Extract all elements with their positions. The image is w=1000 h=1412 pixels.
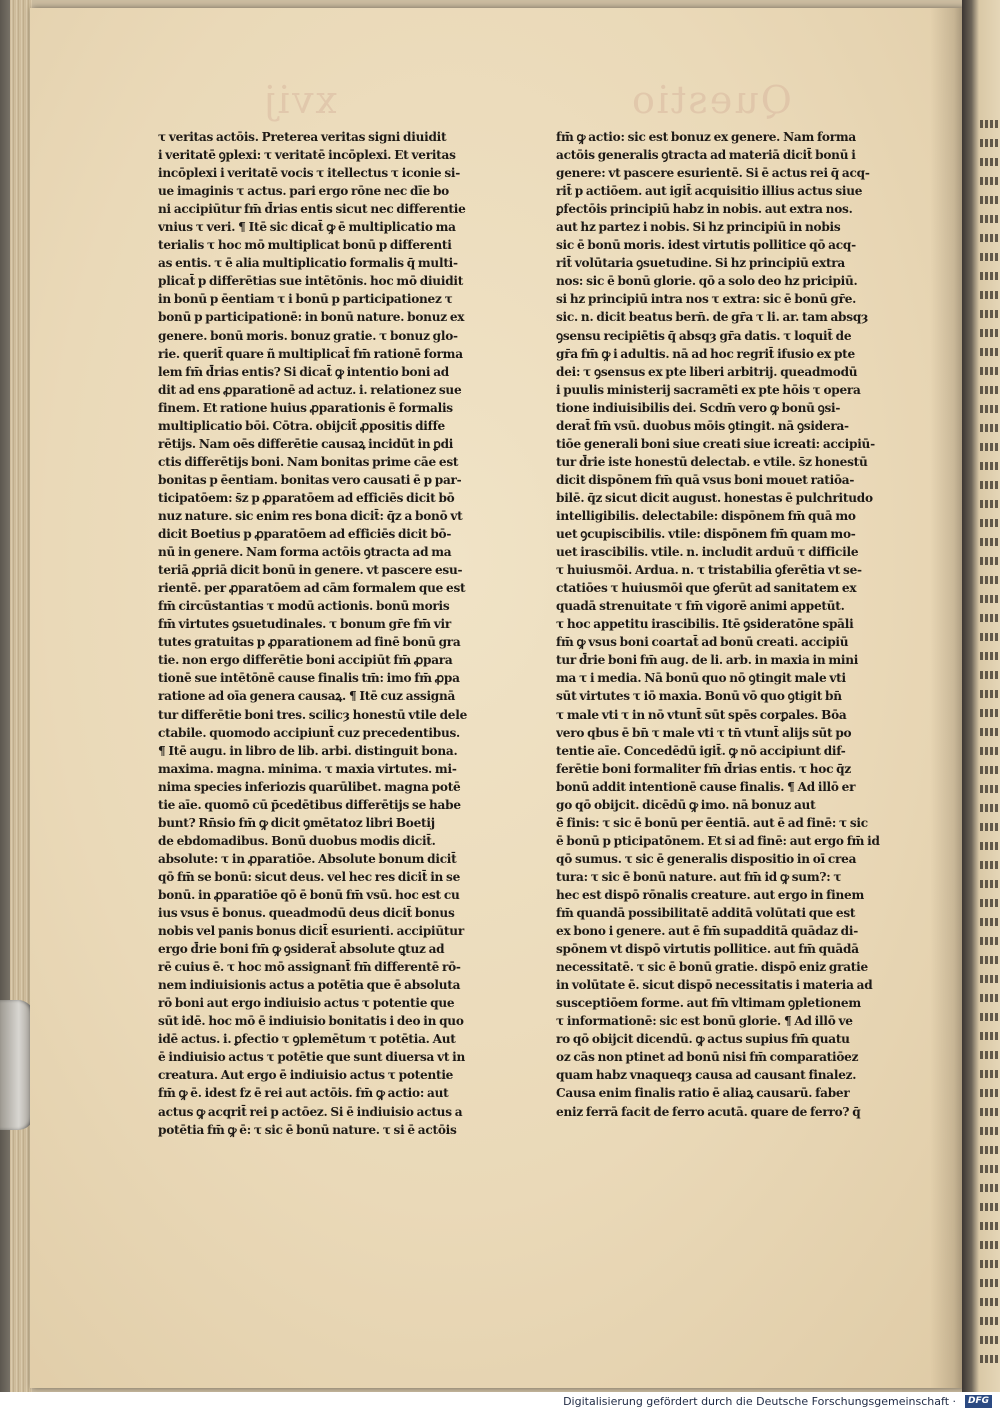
facing-page-text-fragment: [980, 747, 1000, 755]
text-line: potētia fm̄ ꝙ ē: τ sic ē bonū nature. τ si ē actōis: [158, 1122, 457, 1137]
bleed-through-folio: xvij: [262, 78, 337, 122]
facing-page-text-fragment: [980, 120, 1000, 128]
text-line: ē indiuisio actus τ potētie que sunt diuersa vt in: [158, 1050, 466, 1065]
text-line: ius vsus ē bonus. queadmodū deus dicit̄ bonus: [158, 906, 455, 921]
facing-page-text-fragment: [980, 234, 1000, 242]
text-line: in volūtate ē. sicut dispō necessitatis i materia ad: [556, 978, 873, 993]
text-line: bonitas p ēentiam. bonitas vero causati ē p par-: [158, 472, 462, 487]
facing-page-text-fragment: [980, 1051, 1000, 1059]
text-line: i puulis ministerij sacramēti ex pte hōis τ opera: [556, 382, 861, 397]
text-line: qō fm̄ se bonū: sicut deus. vel hec res dicit̄ in se: [158, 869, 461, 884]
text-line: terialis τ hoc mō multiplicat bonū p differenti: [158, 238, 452, 253]
text-line: hec est dispō rōnalis creature. aut ergo in finem: [556, 887, 865, 902]
facing-page-text-fragment: [980, 196, 1000, 204]
text-line: dicit dispōnem fm̄ quā vsus boni mouet ratiōa-: [556, 472, 855, 487]
text-line: qō sumus. τ sic ē generalis dispositio in oī crea: [556, 851, 857, 866]
dfg-logo: DFG: [965, 1395, 992, 1408]
text-line: teriā ꝓpriā dicit bonū in genere. vt pascere esu-: [158, 563, 463, 578]
facing-page-text-fragment: [980, 937, 1000, 945]
text-line: rit̄ volūtaria ꝯsuetudine. Si hz principiū extra: [556, 256, 845, 271]
text-line: creatura. Aut ergo ē indiuisio actus τ potentie: [158, 1068, 454, 1083]
text-line: fm̄ virtutes ꝯsuetudinales. τ bonum gr̄e fm̄ vir: [158, 617, 451, 632]
bleed-through-heading: Questio: [630, 78, 792, 122]
text-line: ferētie boni formaliter fm̄ d̄rias entis. τ hoc q̄z: [556, 761, 851, 776]
text-line: de ebdomadibus. Bonū duobus modis dicit̄.: [158, 833, 436, 848]
text-line: quam habz vnaqueqȝ causa ad causant finalez.: [556, 1068, 857, 1083]
text-column-left: [158, 128, 540, 1139]
text-line: rientē. per ꝓparatōem ad cām formalem que est: [158, 581, 466, 596]
facing-page-text-fragment: [980, 823, 1000, 831]
text-line: rō boni aut ergo indiuisio actus τ potentie que: [158, 996, 455, 1011]
text-line: in bonū p ēentiam τ i bonū p participationez τ: [158, 292, 453, 307]
text-line: tutes gratuitas p ꝓparationem ad finē bonū gra: [158, 635, 461, 650]
text-line: tie. non ergo differētie boni accipiūt fm̄ ꝓpara: [158, 653, 453, 668]
facing-page-text-fragment: [980, 557, 1000, 565]
footer-credit: Digitalisierung gefördert durch die Deutsche Forschungsgemeinschaft ·: [563, 1395, 956, 1408]
text-line: finem. Et ratione huius ꝓparationis ē formalis: [158, 400, 453, 415]
text-line: bunt? Rn̄sio fm̄ ꝙ dicit ꝯmētatoz libri Boetij: [158, 815, 435, 830]
page-edge: [10, 0, 32, 1392]
facing-page-text-fragment: [980, 804, 1000, 812]
facing-page-text-fragment: [980, 918, 1000, 926]
facing-page-text-fragment: [980, 462, 1000, 470]
text-line: lem fm̄ d̄rias entis? Si dicat̄ ꝙ intentio boni ad: [158, 364, 450, 379]
facing-page-text-fragment: [980, 633, 1000, 641]
text-line: ro qō obijcit dicendū. ꝙ actus supius fm̄ quatu: [556, 1032, 850, 1047]
text-line: sūt virtutes τ iō maxia. Bonū vō quo ꝯtigit bn̄: [556, 689, 842, 704]
facing-page-text-fragment: [980, 443, 1000, 451]
text-line: rit̄ p actiōem. aut igit̄ acquisitio illius actus siue: [556, 184, 863, 199]
facing-page-text-fragment: [980, 1184, 1000, 1192]
text-line: ue imaginis τ actus. pari ergo rōne nec dīe bo: [158, 184, 449, 199]
text-line: multiplicatio bōi. Cōtra. obijcit̄ ꝓpositis diffe: [158, 418, 445, 433]
text-line: tur d̄rie boni fm̄ aug. de li. arb. in maxia in mini: [556, 653, 859, 668]
text-line: ctatiōes τ huiusmōi que ꝯferūt ad sanitatem ex: [556, 581, 857, 596]
text-line: spōnem vt dispō virtutis pollitice. aut fm̄ quādā: [556, 942, 859, 957]
text-line: tur d̄rie iste honestū delectab. e vtile. s̄z honestū: [556, 454, 868, 469]
text-line: ergo d̄rie boni fm̄ ꝙ ꝯsiderat̄ absolute ꝗtuz ad: [158, 942, 445, 957]
text-line: as entis. τ ē alia multiplicatio formalis q̄ multi-: [158, 256, 458, 271]
text-line: τ huiusmōi. Ardua. n. τ tristabilia ꝯferētia vt se-: [556, 563, 862, 578]
text-line: fm̄ ꝙ ē. idest fz ē rei aut actōis. fm̄ ꝙ actio: aut: [158, 1086, 449, 1101]
text-line: genere: vt pascere esurientē. Si ē actus rei q̄ acq-: [556, 166, 870, 181]
facing-page-text-fragment: [980, 956, 1000, 964]
text-line: incōplexi i veritatē vocis τ itellectus τ iconie si-: [158, 166, 461, 181]
facing-page-text-fragment: [980, 1108, 1000, 1116]
text-line: aut hz partez i nobis. Si hz principiū in nobis: [556, 220, 841, 235]
text-line: dicit Boetius p ꝓparatōem ad efficiēs dicit bō-: [158, 527, 452, 542]
text-line: nem indiuisionis actus a potētia que ē absoluta: [158, 978, 461, 993]
text-line: necessitatē. τ sic ē bonū gratie. dispō eniz gratie: [556, 960, 868, 975]
text-line: ē̄ finis: τ sic ē bonū per ēentiā. aut ē ad finē: τ sic: [556, 815, 868, 830]
facing-page-text-fragment: [980, 329, 1000, 337]
text-line: ¶ Itē augu. in libro de lib. arbi. distinguit bona.: [158, 743, 458, 758]
facing-page-text-fragment: [980, 1279, 1000, 1287]
text-line: nū in genere. Nam forma actōis ꝯtracta ad ma: [158, 545, 452, 560]
text-line: dit ad ens ꝓparationē ad actuz. i. relationez sue: [158, 382, 462, 397]
facing-page-text-fragment: [980, 1336, 1000, 1344]
facing-page-text-fragment: [980, 310, 1000, 318]
text-line: tentie aīe. Concedēdū igit̄. ꝙ nō accipiunt dif-: [556, 743, 846, 758]
facing-page-text-fragment: [980, 861, 1000, 869]
text-line: fm̄ quandā possibilitatē additā volūtati que est: [556, 906, 856, 921]
text-line: ctabile. quomodo accipiunt̄ cuz precedentibus.: [158, 725, 461, 740]
text-line: i veritatē ꝯplexi: τ veritatē incōplexi. Et veritas: [158, 148, 456, 163]
facing-page-text-fragment: [980, 1222, 1000, 1230]
text-line: maxima. magna. minima. τ maxia virtutes. mi-: [158, 761, 457, 776]
text-line: nima species inferiozis quarūlibet. magna potē: [158, 779, 461, 794]
text-line: bilē. q̄z sicut dicit august. honestas ē pulchritudo: [556, 490, 873, 505]
text-line: tione indiuisibilis dei. Scdm̄ vero ꝙ bonū ꝯsi-: [556, 400, 841, 415]
facing-page-text-fragment: [980, 842, 1000, 850]
text-line: ē bonū p pticipatōnem. Et si ad finē: aut ergo fm̄ id: [556, 833, 880, 848]
facing-page-text-fragment: [980, 500, 1000, 508]
text-line: tiōe generali boni siue creati siue icreati: accipiū-: [556, 436, 875, 451]
facing-page-text-fragment: [980, 1241, 1000, 1249]
text-line: actōis generalis ꝯtracta ad materiā dicit̄ bonū i: [556, 148, 856, 163]
facing-page-text-fragment: [980, 272, 1000, 280]
facing-page-text-fragment: [980, 899, 1000, 907]
facing-page-text-fragment: [980, 975, 1000, 983]
text-line: Causa enim finalis ratio ē aliaꝝ causarū. faber: [556, 1086, 850, 1101]
facing-page-text-fragment: [980, 139, 1000, 147]
facing-page-text-fragment: [980, 671, 1000, 679]
facing-page-text-fragment: [980, 1203, 1000, 1211]
text-line: si hz principiū intra nos τ extra: sic ē bonū gr̄e.: [556, 292, 857, 307]
text-line: rētijs. Nam oēs differētie causaꝝ incidūt in ꝑdi: [158, 436, 454, 451]
facing-page-text-fragment: [980, 538, 1000, 546]
facing-page-text-fragment: [980, 519, 1000, 527]
text-line: actus ꝙ acqrit̄ rei p actōez. Si ē indiuisio actus a: [158, 1104, 463, 1119]
facing-page-text-fragment: [980, 1013, 1000, 1021]
facing-page: [962, 0, 1000, 1392]
text-column-right: [556, 128, 912, 1121]
text-line: τ informationē: sic est bonū glorie. ¶ Ad illō ve: [556, 1014, 853, 1029]
text-line: nos: sic ē bonū glorie. qō a solo deo hz pricipiū.: [556, 274, 858, 289]
facing-page-text-fragment: [980, 1070, 1000, 1078]
text-line: τ veritas actōis. Preterea veritas signi diuidit: [158, 130, 447, 144]
text-line: rie. querit̄ quare ñ multiplicat̄ fm̄ rationē forma: [158, 346, 463, 361]
text-line: τ male vti τ in nō vtunt̄ sūt spēs corꝑales. Bōa: [556, 707, 847, 722]
facing-page-text-fragment: [980, 880, 1000, 888]
facing-page-text-fragment: [980, 367, 1000, 375]
text-line: fm̄ ꝙ vsus boni coartat̄ ad bonū creati. accipiū: [556, 635, 849, 650]
text-line: tie aīe. quomō cū p̄cedētibus differētijs se habe: [158, 797, 461, 812]
text-line: derat̄ fm̄ vsū. duobus mōis ꝯtingit. nā ꝯsidera-: [556, 418, 849, 433]
text-line: ma τ i media. Nā bonū quo nō ꝯtingit male vti: [556, 671, 846, 686]
text-line: τ hoc appetitu irascibilis. Itē ꝯsideratōne spāli: [556, 617, 854, 632]
text-line: genere. bonū moris. bonuz gratie. τ bonuz glo-: [158, 328, 458, 343]
facing-page-text-fragment: [980, 348, 1000, 356]
text-line: intelligibilis. delectabile: dispōnem fm̄ quā mo: [556, 508, 856, 523]
text-line: rē cuius ē. τ hoc mō assignant̄ fm̄ differentē rō-: [158, 960, 461, 975]
text-line: oz cās non ptinet ad bonū nisi fm̄ comparatiōez: [556, 1050, 859, 1065]
text-line: uet irascibilis. vtile. n. includit arduū τ difficile: [556, 545, 859, 560]
facing-page-text-fragment: [980, 728, 1000, 736]
facing-page-text-fragment: [980, 766, 1000, 774]
facing-page-text-fragment: [980, 1355, 1000, 1363]
text-line: ctis differētijs boni. Nam bonitas prime cāe est: [158, 454, 459, 469]
text-line: go qō obijcit. dicēdū ꝙ imo. nā bonuz aut: [556, 797, 816, 812]
text-line: vnius τ veri. ¶ Itē sic dicat̄ ꝙ ē multiplicatio ma: [158, 220, 456, 235]
facing-page-text-fragment: [980, 785, 1000, 793]
facing-page-text-fragment: [980, 1127, 1000, 1135]
facing-page-text-fragment: [980, 1032, 1000, 1040]
text-line: vero qbus ē bn̄ τ male vti τ tn̄ vtunt̄ alijs sūt po: [556, 725, 852, 740]
text-line: susceptiōem forme. aut fm̄ vltimam ꝯpletionem: [556, 996, 861, 1011]
text-line: tura: τ sic ē bonū nature. aut fm̄ id ꝙ sum?: τ: [556, 869, 842, 884]
text-line: uet ꝯcupiscibilis. vtile: dispōnem fm̄ quam mo-: [556, 527, 856, 542]
facing-page-text-fragment: [980, 1298, 1000, 1306]
text-line: absolute: τ in ꝓparatiōe. Absolute bonum dicit̄: [158, 851, 457, 866]
text-line: sic. n. dicit beatus bern̄. de gr̄a τ li. ar. tam absqȝ: [556, 310, 869, 325]
facing-page-text-fragment: [980, 1165, 1000, 1173]
text-line: ex bono i genere. aut ē fm̄ supadditā quādaz di-: [556, 924, 858, 939]
text-line: sūt idē. hoc mō ē indiuisio bonitatis i deo in quo: [158, 1014, 464, 1029]
facing-page-text-fragment: [980, 158, 1000, 166]
facing-page-text-fragment: [980, 405, 1000, 413]
text-line: fm̄ ꝙ actio: sic est bonuz ex genere. Nam forma: [556, 130, 856, 144]
facing-page-text-fragment: [980, 481, 1000, 489]
facing-page-text-fragment: [980, 652, 1000, 660]
text-line: quadā strenuitate τ fm̄ vigorē animi appetūt.: [556, 599, 845, 614]
text-line: tur differētie boni tres. scilicȝ honestū vtile dele: [158, 707, 468, 722]
facing-page-text-fragment: [980, 424, 1000, 432]
text-line: ꝑfectōis principiū habz in nobis. aut extra nos.: [556, 202, 853, 217]
text-line: bonū addit intentionē cause finalis. ¶ Ad illō er: [556, 779, 856, 794]
text-line: tionē sue intētōnē cause finalis tm̄: imo fm̄ ꝓpa: [158, 671, 460, 686]
facing-page-text-fragment: [980, 690, 1000, 698]
text-line: sic ē bonū moris. idest virtutis pollitice qō acq-: [556, 238, 856, 253]
facing-page-text-fragment: [980, 595, 1000, 603]
facing-page-text-fragment: [980, 386, 1000, 394]
facing-page-text-fragment: [980, 576, 1000, 584]
facing-page-text-fragment: [980, 994, 1000, 1002]
text-line: ꝯsensu recipiētis q̄ absqȝ gr̄a datis. τ loquit̄ de: [556, 328, 852, 343]
facing-page-text-fragment: [980, 291, 1000, 299]
text-line: bonū. in ꝓparatiōe qō ē bonū fm̄ vsū. hoc est cu: [158, 887, 460, 902]
text-line: dei: τ ꝯsensus ex pte liberi arbitrij. queadmodū: [556, 364, 858, 379]
text-line: ratione ad oīa genera causaꝝ. ¶ Itē cuz assignā: [158, 689, 456, 704]
text-line: plicat̄ p differētias sue intētōnis. hoc mō diuidit: [158, 274, 464, 289]
book-clip: [0, 1000, 34, 1130]
text-line: ni accipiūtur fm̄ d̄rias entis sicut nec differentie: [158, 202, 466, 217]
facing-page-text-fragment: [980, 1089, 1000, 1097]
text-line: gr̄a fm̄ ꝙ i adultis. nā ad hoc regrit̄ ifusio ex pte: [556, 346, 855, 361]
text-line: bonū p participationē: in bonū nature. bonuz ex: [158, 310, 465, 325]
text-line: nobis vel panis bonus dicit̄ esurienti. accipiūtur: [158, 924, 464, 939]
text-line: ticipatōem: s̄z p ꝓparatōem ad efficiēs dicit bō: [158, 490, 455, 505]
facing-page-text-fragment: [980, 253, 1000, 261]
facing-page-text-fragment: [980, 1146, 1000, 1154]
facing-page-text-fragment: [980, 177, 1000, 185]
text-line: fm̄ circūstantias τ modū actionis. bonū moris: [158, 599, 450, 614]
facing-page-text-fragment: [980, 614, 1000, 622]
facing-page-text-fragment: [980, 709, 1000, 717]
facing-page-text-fragment: [980, 1260, 1000, 1268]
text-line: idē actus. i. ꝑfectio τ ꝯplemētum τ potētia. Aut: [158, 1032, 456, 1047]
facing-page-text-fragment: [980, 1317, 1000, 1325]
facing-page-text-fragment: [980, 215, 1000, 223]
text-line: eniz ferrā facit de ferro acutā. quare de ferro? q̄: [556, 1104, 861, 1119]
text-line: nuz nature. sic enim res bona dicit̄: q̄z a bonō vt: [158, 508, 463, 523]
